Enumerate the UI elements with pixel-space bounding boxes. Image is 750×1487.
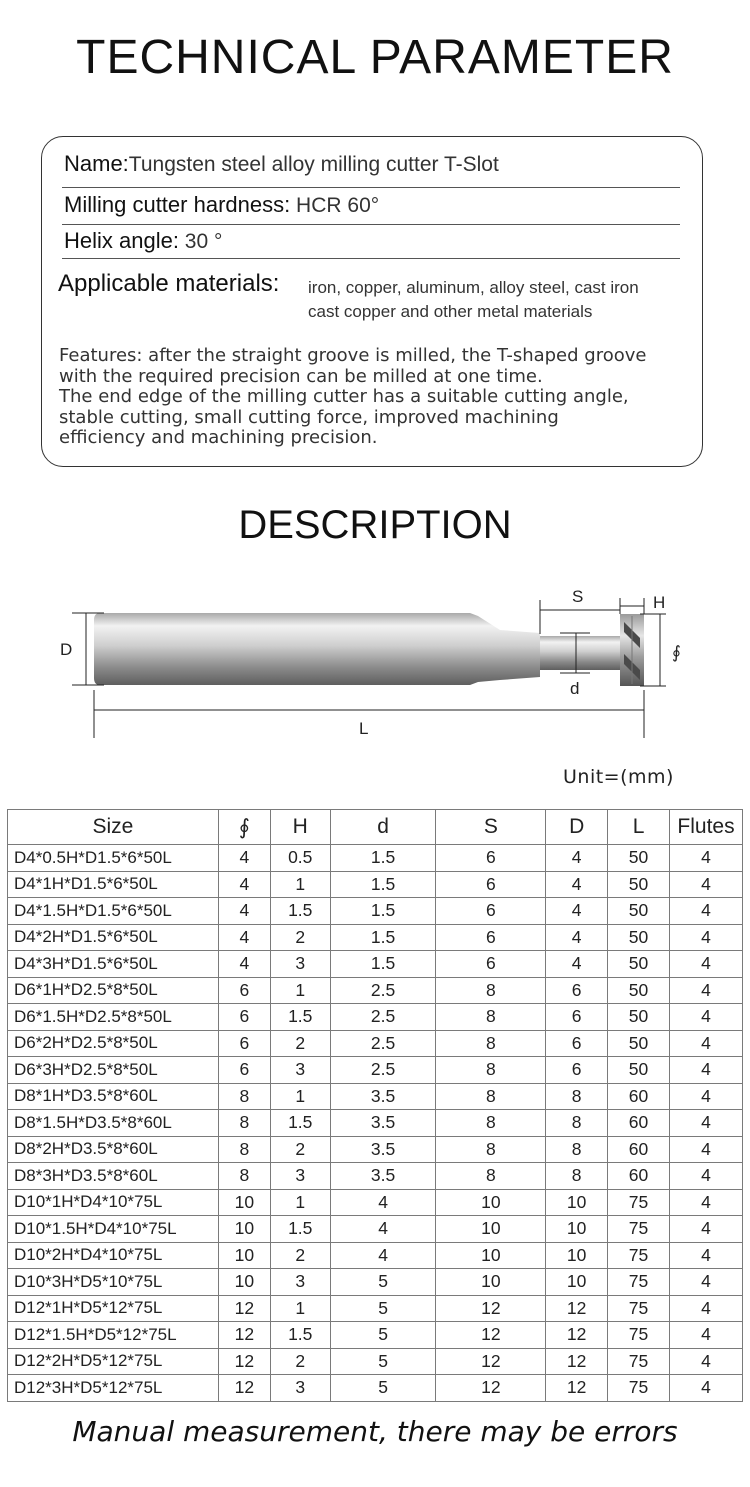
size-cell: D10*1.5H*D4*10*75L [8, 1216, 219, 1243]
table-cell: 0.5 [270, 845, 330, 872]
table-row [8, 977, 743, 1004]
table-cell: 10 [218, 1242, 270, 1269]
materials-label: Applicable materials: [58, 270, 280, 297]
table-cell: 4 [546, 871, 608, 898]
size-cell: D12*3H*D5*12*75L [8, 1375, 219, 1402]
table-cell: 12 [436, 1295, 546, 1322]
table-row [8, 1242, 743, 1269]
table-body [8, 845, 743, 1402]
table-row [8, 1163, 743, 1190]
table-cell: 6 [218, 1030, 270, 1057]
dimension-label-d: d [570, 679, 580, 698]
table-cell: 5 [330, 1269, 436, 1296]
table-cell: 4 [669, 1322, 742, 1349]
table-cell: 60 [608, 1110, 670, 1137]
table-cell: 8 [436, 1083, 546, 1110]
table-row [8, 1375, 743, 1402]
table-cell: 4 [546, 845, 608, 872]
size-cell: D10*2H*D4*10*75L [8, 1242, 219, 1269]
table-cell: 50 [608, 924, 670, 951]
table-cell: 12 [218, 1375, 270, 1402]
table-cell: 2 [270, 924, 330, 951]
table-cell: 50 [608, 1030, 670, 1057]
table-cell: 6 [546, 977, 608, 1004]
size-cell: D4*2H*D1.5*6*50L [8, 924, 219, 951]
table-cell: 4 [218, 871, 270, 898]
table-cell: 8 [436, 1057, 546, 1084]
table-cell: 1 [270, 871, 330, 898]
helix-row [64, 228, 222, 254]
features-line: Features: after the straight groove is milled, the T-shaped groove [59, 345, 647, 366]
parameter-box [41, 136, 703, 467]
divider [62, 224, 680, 225]
materials-line-2: cast copper and other metal materials [308, 302, 593, 321]
table-cell: 4 [669, 1242, 742, 1269]
column-header: ∮ [218, 810, 270, 845]
unit-label: Unit=(mm) [563, 766, 674, 788]
table-cell: 3.5 [330, 1110, 436, 1137]
table-cell: 50 [608, 845, 670, 872]
table-cell: 4 [669, 1269, 742, 1296]
table-cell: 6 [436, 898, 546, 925]
table-cell: 75 [608, 1242, 670, 1269]
table-cell: 10 [218, 1269, 270, 1296]
materials-line-1: iron, copper, aluminum, alloy steel, cast iron [308, 278, 639, 297]
hardness-value: HCR 60° [290, 194, 380, 217]
table-cell: 1.5 [330, 898, 436, 925]
cutter-diagram [0, 578, 750, 758]
table-cell: 8 [546, 1110, 608, 1137]
table-cell: 4 [669, 1083, 742, 1110]
table-cell: 2 [270, 1136, 330, 1163]
features-line: stable cutting, small cutting force, improved machining [59, 406, 559, 428]
table-cell: 10 [546, 1269, 608, 1296]
table-cell: 4 [669, 1375, 742, 1402]
column-header: D [546, 810, 608, 845]
table-cell: 75 [608, 1269, 670, 1296]
table-cell: 4 [669, 1030, 742, 1057]
size-cell: D12*1.5H*D5*12*75L [8, 1322, 219, 1349]
measurement-disclaimer: Manual measurement, there may be errors [72, 1415, 678, 1448]
table-row [8, 1348, 743, 1375]
table-cell: 4 [669, 1163, 742, 1190]
dimension-label-L: L [359, 719, 369, 738]
table-cell: 1 [270, 1295, 330, 1322]
table-cell: 3.5 [330, 1083, 436, 1110]
size-cell: D12*2H*D5*12*75L [8, 1348, 219, 1375]
table-cell: 2 [270, 1242, 330, 1269]
table-cell: 75 [608, 1375, 670, 1402]
table-cell: 1 [270, 1083, 330, 1110]
table-cell: 50 [608, 898, 670, 925]
table-cell: 4 [669, 977, 742, 1004]
table-cell: 6 [218, 1057, 270, 1084]
table-cell: 50 [608, 951, 670, 978]
table-cell: 10 [436, 1189, 546, 1216]
size-cell: D6*2H*D2.5*8*50L [8, 1030, 219, 1057]
features-line: efficiency and machining precision. [59, 427, 378, 448]
table-cell: 4 [669, 924, 742, 951]
table-cell: 10 [546, 1242, 608, 1269]
table-cell: 6 [218, 1004, 270, 1031]
table-cell: 12 [546, 1348, 608, 1375]
column-header: Size [8, 810, 219, 845]
table-cell: 1.5 [330, 871, 436, 898]
table-cell: 12 [218, 1348, 270, 1375]
table-cell: 4 [669, 1216, 742, 1243]
table-cell: 3 [270, 951, 330, 978]
table-cell: 1.5 [270, 1322, 330, 1349]
table-row [8, 1295, 743, 1322]
technical-parameter-title: TECHNICAL PARAMETER [76, 31, 674, 84]
table-cell: 3.5 [330, 1163, 436, 1190]
size-cell: D10*3H*D5*10*75L [8, 1269, 219, 1296]
table-cell: 4 [218, 924, 270, 951]
divider [62, 258, 680, 259]
table-row [8, 1057, 743, 1084]
table-row [8, 898, 743, 925]
table-cell: 50 [608, 977, 670, 1004]
table-row [8, 845, 743, 872]
table-cell: 8 [546, 1163, 608, 1190]
size-cell: D8*2H*D3.5*8*60L [8, 1136, 219, 1163]
table-cell: 5 [330, 1322, 436, 1349]
table-cell: 2 [270, 1030, 330, 1057]
table-row [8, 924, 743, 951]
table-cell: 8 [436, 1030, 546, 1057]
table-cell: 5 [330, 1375, 436, 1402]
table-row [8, 1136, 743, 1163]
table-cell: 4 [218, 898, 270, 925]
table-cell: 8 [436, 1136, 546, 1163]
table-row [8, 951, 743, 978]
column-header: H [270, 810, 330, 845]
size-cell: D12*1H*D5*12*75L [8, 1295, 219, 1322]
table-cell: 10 [436, 1242, 546, 1269]
table-cell: 8 [436, 1004, 546, 1031]
table-cell: 50 [608, 1004, 670, 1031]
size-cell: D4*1.5H*D1.5*6*50L [8, 898, 219, 925]
table-cell: 10 [546, 1189, 608, 1216]
features-line: with the required precision can be milled at one time. [59, 365, 543, 387]
table-cell: 10 [436, 1269, 546, 1296]
table-cell: 1.5 [270, 1004, 330, 1031]
table-cell: 2.5 [330, 1057, 436, 1084]
cutter-shank [94, 613, 540, 685]
table-cell: 1.5 [270, 898, 330, 925]
size-cell: D6*3H*D2.5*8*50L [8, 1057, 219, 1084]
table-cell: 6 [436, 871, 546, 898]
table-row [8, 1004, 743, 1031]
size-cell: D10*1H*D4*10*75L [8, 1189, 219, 1216]
table-cell: 8 [436, 1163, 546, 1190]
size-cell: D6*1H*D2.5*8*50L [8, 977, 219, 1004]
table-cell: 12 [436, 1375, 546, 1402]
table-cell: 1.5 [330, 924, 436, 951]
table-cell: 8 [218, 1083, 270, 1110]
table-row [8, 1322, 743, 1349]
table-row [8, 1030, 743, 1057]
table-cell: 4 [546, 898, 608, 925]
table-cell: 4 [330, 1189, 436, 1216]
table-cell: 4 [669, 1348, 742, 1375]
table-row [8, 1216, 743, 1243]
description-title: DESCRIPTION [238, 503, 512, 547]
table-cell: 60 [608, 1136, 670, 1163]
table-row [8, 871, 743, 898]
table-cell: 4 [669, 1189, 742, 1216]
dimension-label-D: D [60, 640, 73, 659]
table-cell: 3.5 [330, 1136, 436, 1163]
table-cell: 2.5 [330, 977, 436, 1004]
features-text [59, 346, 699, 449]
name-label: Name: [64, 151, 129, 176]
hardness-label: Milling cutter hardness: [64, 192, 291, 217]
table-cell: 12 [546, 1322, 608, 1349]
table-cell: 6 [436, 924, 546, 951]
table-cell: 4 [669, 898, 742, 925]
size-cell: D4*0.5H*D1.5*6*50L [8, 845, 219, 872]
table-row [8, 1083, 743, 1110]
table-row [8, 1189, 743, 1216]
table-row [8, 1269, 743, 1296]
materials-value [308, 276, 698, 324]
table-cell: 3 [270, 1057, 330, 1084]
size-cell: D8*1.5H*D3.5*8*60L [8, 1110, 219, 1137]
column-header: d [330, 810, 436, 845]
table-cell: 4 [669, 1295, 742, 1322]
table-cell: 12 [546, 1295, 608, 1322]
table-cell: 1.5 [270, 1110, 330, 1137]
table-cell: 4 [669, 871, 742, 898]
table-cell: 2 [270, 1348, 330, 1375]
column-header: Flutes [669, 810, 742, 845]
table-cell: 4 [546, 951, 608, 978]
table-cell: 3 [270, 1269, 330, 1296]
features-line: The end edge of the milling cutter has a suitable cutting angle, [59, 386, 629, 407]
table-cell: 12 [218, 1322, 270, 1349]
table-cell: 2.5 [330, 1030, 436, 1057]
table-cell: 1 [270, 1189, 330, 1216]
size-cell: D8*1H*D3.5*8*60L [8, 1083, 219, 1110]
hardness-row [64, 192, 379, 218]
table-cell: 12 [436, 1348, 546, 1375]
table-cell: 12 [436, 1322, 546, 1349]
table-cell: 4 [669, 1057, 742, 1084]
table-cell: 60 [608, 1083, 670, 1110]
table-cell: 1 [270, 977, 330, 1004]
table-header-row [8, 810, 743, 845]
table-cell: 4 [669, 1110, 742, 1137]
table-cell: 8 [436, 977, 546, 1004]
table-cell: 4 [330, 1216, 436, 1243]
column-header: L [608, 810, 670, 845]
table-cell: 5 [330, 1295, 436, 1322]
table-cell: 6 [436, 951, 546, 978]
table-cell: 6 [546, 1057, 608, 1084]
size-cell: D8*3H*D3.5*8*60L [8, 1163, 219, 1190]
table-cell: 60 [608, 1163, 670, 1190]
table-cell: 75 [608, 1348, 670, 1375]
table-cell: 6 [546, 1030, 608, 1057]
table-cell: 12 [218, 1295, 270, 1322]
helix-value: 30 ° [178, 230, 223, 253]
table-cell: 4 [669, 845, 742, 872]
name-value: Tungsten steel alloy milling cutter T-Slot [128, 153, 499, 176]
table-cell: 3 [270, 1375, 330, 1402]
table-cell: 4 [669, 1136, 742, 1163]
table-cell: 75 [608, 1189, 670, 1216]
table-cell: 6 [218, 977, 270, 1004]
dimension-label-S: S [572, 587, 584, 606]
table-cell: 4 [330, 1242, 436, 1269]
specification-table [7, 809, 743, 1402]
table-cell: 5 [330, 1348, 436, 1375]
size-cell: D4*1H*D1.5*6*50L [8, 871, 219, 898]
table-cell: 50 [608, 871, 670, 898]
table-cell: 4 [218, 845, 270, 872]
size-cell: D6*1.5H*D2.5*8*50L [8, 1004, 219, 1031]
table-cell: 4 [669, 1004, 742, 1031]
table-cell: 1.5 [270, 1216, 330, 1243]
table-cell: 1.5 [330, 951, 436, 978]
table-cell: 10 [218, 1189, 270, 1216]
dimension-label-phi: ∮ [672, 643, 681, 662]
table-cell: 75 [608, 1216, 670, 1243]
table-cell: 4 [546, 924, 608, 951]
table-cell: 75 [608, 1295, 670, 1322]
table-cell: 8 [546, 1136, 608, 1163]
size-cell: D4*3H*D1.5*6*50L [8, 951, 219, 978]
table-row [8, 1110, 743, 1137]
table-cell: 6 [546, 1004, 608, 1031]
table-cell: 4 [218, 951, 270, 978]
table-cell: 10 [218, 1216, 270, 1243]
table-cell: 75 [608, 1322, 670, 1349]
table-cell: 3 [270, 1163, 330, 1190]
dimension-label-H: H [653, 593, 666, 612]
column-header: S [436, 810, 546, 845]
table-cell: 4 [669, 951, 742, 978]
table-cell: 8 [218, 1136, 270, 1163]
cutter-neck [540, 636, 620, 670]
divider [62, 187, 680, 188]
table-cell: 8 [218, 1110, 270, 1137]
table-cell: 50 [608, 1057, 670, 1084]
table-cell: 1.5 [330, 845, 436, 872]
helix-label: Helix angle: [64, 228, 179, 253]
table-cell: 2.5 [330, 1004, 436, 1031]
table-cell: 8 [436, 1110, 546, 1137]
table-cell: 12 [546, 1375, 608, 1402]
table-cell: 6 [436, 845, 546, 872]
table-cell: 10 [436, 1216, 546, 1243]
name-row [64, 151, 499, 177]
table-cell: 8 [218, 1163, 270, 1190]
table-cell: 8 [546, 1083, 608, 1110]
table-cell: 10 [546, 1216, 608, 1243]
